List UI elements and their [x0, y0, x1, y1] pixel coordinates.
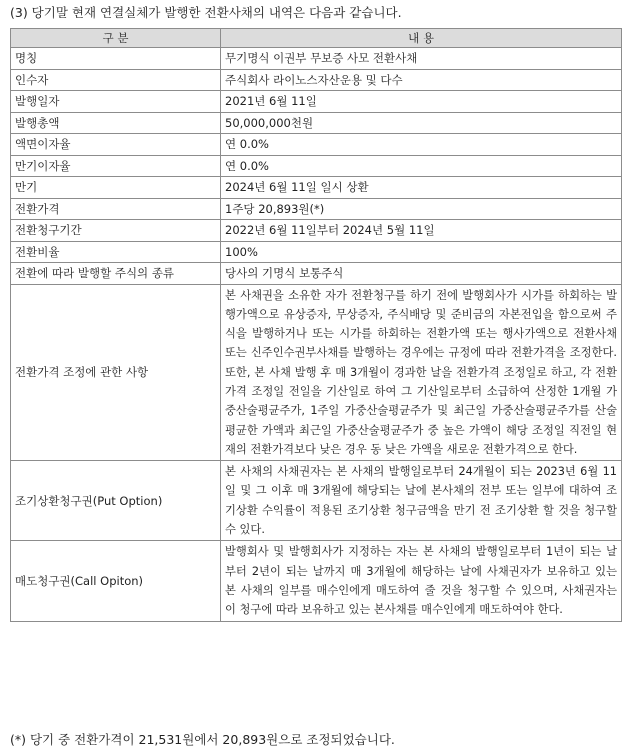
table-row: [11, 461, 622, 541]
row-label-call-option: 매도청구권(Call Opiton): [11, 541, 221, 621]
row-value-coupon-rate: 연 0.0%: [221, 134, 622, 156]
row-value-underwriter: 주식회사 라이노스자산운용 및 다수: [221, 69, 622, 91]
table-row: [11, 241, 622, 263]
table-row: [11, 284, 622, 461]
header-category: 구 분: [11, 29, 221, 48]
section-heading: (3) 당기말 현재 연결실체가 발행한 전환사채의 내역은 다음과 같습니다.: [10, 5, 402, 20]
row-value-conversion-price: 1주당 20,893원(*): [221, 198, 622, 220]
row-label-coupon-rate: 액면이자율: [11, 134, 221, 156]
row-label-conversion-price: 전환가격: [11, 198, 221, 220]
row-label-price-adjustment: 전환가격 조정에 관한 사항: [11, 284, 221, 461]
row-value-issue-date: 2021년 6월 11일: [221, 91, 622, 113]
table-row: [11, 220, 622, 242]
row-label-share-type: 전환에 따라 발행할 주식의 종류: [11, 263, 221, 285]
row-label-put-option: 조기상환청구권(Put Option): [11, 461, 221, 541]
footnote: (*) 당기 중 전환가격이 21,531원에서 20,893원으로 조정되었습니다.: [10, 732, 395, 747]
row-label-issue-date: 발행일자: [11, 91, 221, 113]
table-row: [11, 177, 622, 199]
table-row: [11, 541, 622, 621]
row-value-price-adjustment: 본 사채권을 소유한 자가 전환청구를 하기 전에 발행회사가 시가를 하회하는 발행가액으로 유상증자, 무상증자, 주식배당 및 준비금의 자본전입을 함으로써 주식을 발행하거나 또는 시가를 하회하는 전환가액 또는 행사가액으로 전환사채 또는 신주인수권부사채를 발행하는 경우에는 규정에 따라 전환가격을 조정한다. 또한, 본 사채 발행 후 매 3개월이 경과한 날을 전환가격 조정일로 하고, 각 전환가격 조정일 전일을 기산일로 하여 그 기산일로부터 소급하여 산정한 1개월 가중산술평균주가, 1주일 가중산술평균주가 및 최근일 가중산술평균주가를 산술평균한 가액과 최근일 가중산술평균주가 중 높은 가액이 해당 조정일 직전일 현재의 전환가격보다 낮은 경우 동 낮은 가액을 새로운 전환가격으로 한다.: [221, 284, 622, 461]
row-value-name: 무기명식 이권부 무보증 사모 전환사채: [221, 48, 622, 70]
row-label-maturity: 만기: [11, 177, 221, 199]
row-label-maturity-rate: 만기이자율: [11, 155, 221, 177]
header-content: 내 용: [221, 29, 622, 48]
table-row: [11, 198, 622, 220]
row-label-conversion-period: 전환청구기간: [11, 220, 221, 242]
row-label-name: 명칭: [11, 48, 221, 70]
row-value-share-type: 당사의 기명식 보통주식: [221, 263, 622, 285]
row-value-maturity-rate: 연 0.0%: [221, 155, 622, 177]
row-label-underwriter: 인수자: [11, 69, 221, 91]
row-value-conversion-period: 2022년 6월 11일부터 2024년 5월 11일: [221, 220, 622, 242]
table-header-row: [11, 29, 622, 48]
table-row: [11, 263, 622, 285]
row-value-call-option: 발행회사 및 발행회사가 지정하는 자는 본 사채의 발행일로부터 1년이 되는 날 부터 2년이 되는 날까지 매 3개월에 해당하는 날에 사채권자가 보유하고 있는 본 사채의 일부를 매수인에게 매도하여 줄 것을 청구할 수 있으며, 사채권자는 이 청구에 따라 보유하고 있는 본사채를 매수인에게 매도하여야 한다.: [221, 541, 622, 621]
table-row: [11, 48, 622, 70]
table-row: [11, 91, 622, 113]
row-value-conversion-ratio: 100%: [221, 241, 622, 263]
row-value-maturity: 2024년 6월 11일 일시 상환: [221, 177, 622, 199]
row-value-put-option: 본 사채의 사채권자는 본 사채의 발행일로부터 24개월이 되는 2023년 6월 11일 및 그 이후 매 3개월에 해당되는 날에 본사채의 전부 또는 일부에 대하여 조기상환 수익률이 적용된 조기상환 청구금액을 만기 전 조기상환 할 것을 청구할 수 있다.: [221, 461, 622, 541]
row-label-total-amount: 발행총액: [11, 112, 221, 134]
table-row: [11, 134, 622, 156]
table-row: [11, 112, 622, 134]
table-row: [11, 155, 622, 177]
table-row: [11, 69, 622, 91]
row-label-conversion-ratio: 전환비율: [11, 241, 221, 263]
convertible-bond-table: [10, 28, 622, 622]
row-value-total-amount: 50,000,000천원: [221, 112, 622, 134]
